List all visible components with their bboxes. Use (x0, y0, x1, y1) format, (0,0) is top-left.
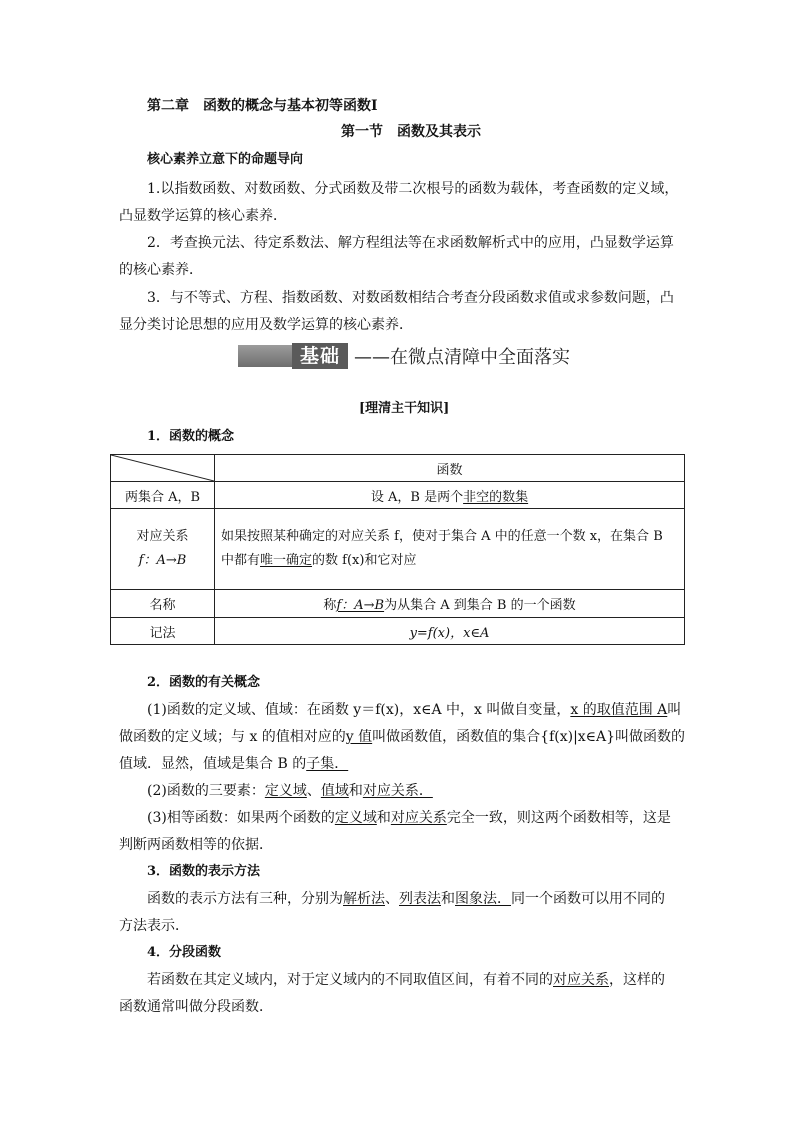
p23-line2: 判断两函数相等的依据． (119, 837, 273, 853)
row2-label-a: 对应关系 (136, 529, 189, 544)
p22-line (147, 781, 433, 801)
section-banner (238, 343, 570, 369)
banner-bar (238, 345, 292, 367)
p22-text-a: (2)函数的三要素： (147, 783, 265, 799)
p22-text-c: 和 (348, 783, 363, 799)
core-p3-line2: 显分类讨论思想的应用及数学运算的核心素养． (119, 317, 413, 333)
p21-text-c: 做函数的定义域；与 x 的值相对应的 (119, 729, 346, 745)
subsection-3: 3．函数的表示方法 (147, 864, 261, 879)
p22-text-b: 、 (306, 783, 321, 799)
diagonal-header-cell (111, 455, 215, 482)
p23-text-a: (3)相等函数：如果两个函数的 (147, 810, 335, 826)
row3-pre: 称 (323, 598, 337, 613)
table-row (111, 618, 685, 645)
p23-text-b: 和 (376, 810, 391, 826)
p4-underlined: 对应关系 (553, 972, 609, 988)
core-p3-line1: 3．与不等式、方程、指数函数、对数函数相结合考查分段函数求值或求参数问题，凸 (147, 290, 674, 306)
p21-underlined-1: x 的取值范围 A (570, 702, 668, 718)
p22-underlined-3: 对应关系． (362, 783, 433, 799)
subsection-2: 2．函数的有关概念 (147, 675, 261, 690)
p21-text-b: 叫 (667, 702, 682, 718)
row2-post: 的数 f(x)和它对应 (312, 553, 417, 568)
row2-label-b: f：A→B (138, 553, 187, 568)
knowledge-title: [理清主干知识] (359, 401, 450, 416)
table-row (111, 509, 685, 590)
row-value (215, 590, 685, 618)
row-label (111, 509, 215, 590)
row-value (215, 482, 685, 509)
row-label: 两集合 A，B (111, 482, 215, 509)
p4-text-b: ，这样的 (609, 972, 665, 988)
p22-underlined-1: 定义域 (264, 783, 307, 799)
p23-underlined-1: 定义域 (334, 810, 377, 826)
p3-underlined-3: 图象法． (455, 891, 511, 907)
core-p1-line2: 凸显数学运算的核心素养． (119, 208, 287, 224)
table-row (111, 482, 685, 509)
p3-text-c: 和 (441, 891, 455, 907)
p21-text-d: 叫做函数值，函数值的集合{f(x)|x∈A}叫做函数的 (372, 729, 686, 745)
p21-line1 (147, 700, 681, 720)
row1-text: 设 A，B 是两个 (370, 489, 464, 505)
p3-underlined-2: 列表法 (399, 891, 441, 907)
p21-line3 (119, 754, 348, 774)
p4-text-a: 若函数在其定义域内，对于定义域内的不同取值区间，有着不同的 (147, 972, 553, 988)
banner-tag: 基础 (292, 343, 348, 369)
p3-underlined-1: 解析法 (343, 891, 385, 907)
diagonal-line (111, 455, 214, 481)
subsection-4: 4．分段函数 (147, 945, 222, 960)
p22-underlined-2: 值域 (320, 783, 349, 799)
row3-underlined: f：A→B (336, 598, 385, 613)
p21-text-e: 值域．显然，值域是集合 B 的 (119, 756, 307, 772)
p3-text-b: 、 (385, 891, 399, 907)
core-heading: 核心素养立意下的命题导向 (147, 152, 304, 167)
p3-text-a: 函数的表示方法有三种，分别为 (147, 891, 343, 907)
p21-underlined-2: y 值 (345, 729, 373, 745)
row3-post: 为从集合 A 到集合 B 的一个函数 (384, 598, 576, 613)
subsection-1: 1．函数的概念 (147, 429, 235, 444)
table-row (111, 455, 685, 482)
row-value (215, 509, 685, 590)
p21-line2 (119, 727, 685, 747)
row2-line1: 如果按照某种确定的对应关系 f，使对于集合 A 中的任意一个数 x，在集合 B (221, 529, 663, 544)
p3-line1 (147, 889, 665, 909)
p23-underlined-2: 对应关系 (390, 810, 447, 826)
chapter-title: 第二章 函数的概念与基本初等函数Ⅰ (147, 98, 378, 114)
core-p2-line1: 2．考查换元法、待定系数法、解方程组法等在求函数解析式中的应用，凸显数学运算 (147, 235, 674, 251)
p21-underlined-3: 子集． (306, 756, 349, 772)
p4-line1 (147, 970, 665, 990)
table-header: 函数 (215, 455, 685, 482)
p23-line1 (147, 808, 671, 828)
row2-underlined: 唯一确定 (260, 553, 313, 568)
function-concept-table (110, 454, 685, 645)
p23-text-c: 完全一致，则这两个函数相等，这是 (446, 810, 671, 826)
core-p2-line2: 的核心素养． (119, 262, 203, 278)
row-label: 记法 (111, 618, 215, 645)
p3-line2: 方法表示． (119, 918, 189, 934)
row-value: y=f(x)，x∈A (215, 618, 685, 645)
row-label: 名称 (111, 590, 215, 618)
p21-text-a: (1)函数的定义域、值域：在函数 y＝f(x)，x∈A 中，x 叫做自变量， (147, 702, 571, 718)
banner-text: ——在微点清障中全面落实 (354, 347, 571, 368)
core-p1-line1: 1.以指数函数、对数函数、分式函数及带二次根号的函数为载体，考查函数的定义域， (147, 181, 679, 197)
row2-pre: 中都有 (221, 553, 261, 568)
row1-underlined: 非空的数集 (463, 489, 529, 505)
p3-text-d: 同一个函数可以用不同的 (511, 891, 665, 907)
table-row (111, 590, 685, 618)
section-title: 第一节 函数及其表示 (341, 124, 481, 140)
p4-line2: 函数通常叫做分段函数． (119, 999, 273, 1015)
